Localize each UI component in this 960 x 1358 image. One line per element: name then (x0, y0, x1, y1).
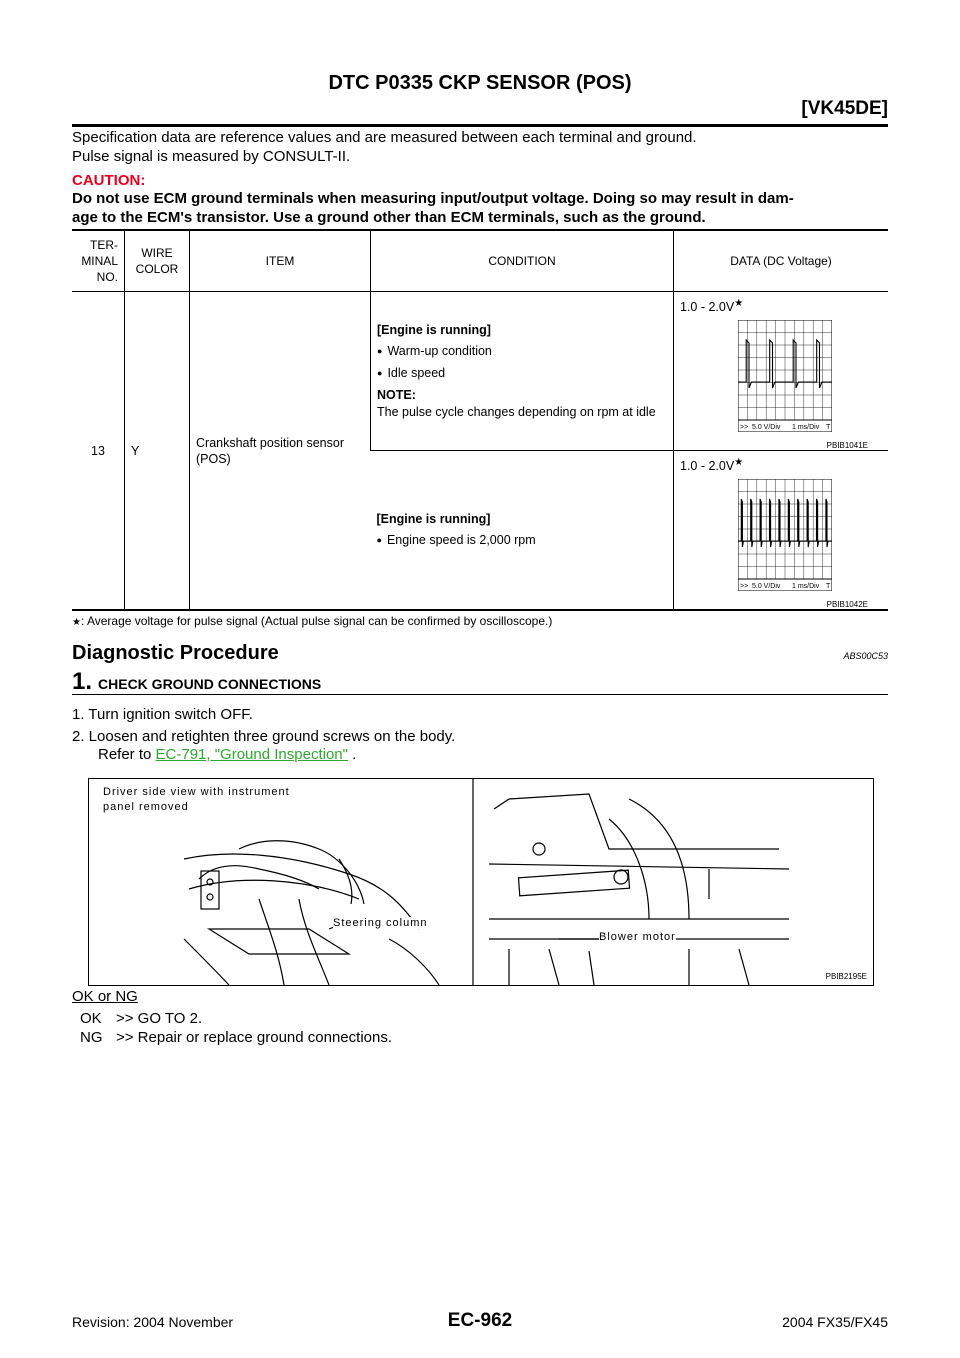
svg-text:>>: >> (740, 583, 749, 591)
item-line-2: (POS) (196, 451, 231, 466)
ok-ng-label: OK or NG (72, 988, 138, 1005)
figure-label-steering: Steering column (333, 917, 428, 929)
list-item: ● Idle speed (377, 365, 667, 383)
procedure-list (72, 706, 455, 764)
header-condition: CONDITION (371, 230, 674, 292)
caution-label: CAUTION: (72, 172, 146, 189)
list-item: 1. Turn ignition switch OFF. (72, 706, 253, 723)
step-number: 1. (72, 668, 93, 695)
svg-text:T: T (826, 424, 831, 432)
header-rule (72, 124, 888, 127)
step-heading (72, 668, 321, 696)
list-item: ● Warm-up condition (377, 343, 667, 361)
condition-title: [Engine is running] (376, 511, 491, 526)
table-footnote: ★: Average voltage for pulse signal (Actual pulse signal can be confirmed by oscilloscope.) (72, 614, 553, 628)
note-label: NOTE: (377, 387, 416, 402)
svg-text:>>: >> (740, 424, 749, 432)
revision-label: Revision: 2004 November (72, 1314, 234, 1330)
caution-line-2: age to the ECM's transistor. Use a ground other than ECM terminals, such as the ground. (72, 209, 706, 226)
data-cell-1 (674, 292, 889, 451)
voltage-value: 1.0 - 2.0V (680, 300, 735, 315)
figure-id: PBIB1042E (826, 600, 868, 610)
header-wire-color: WIRE COLOR (125, 230, 190, 292)
item-line-1: Crankshaft position sensor (196, 435, 344, 450)
star-icon: ★ (72, 617, 81, 628)
terminal-spec-table (72, 229, 888, 611)
result-ok: OK >> GO TO 2. (80, 1010, 203, 1027)
intro-line-2: Pulse signal is measured by CONSULT-II. (72, 148, 351, 165)
table-row (72, 292, 888, 451)
figure-id: PBIB1041E (826, 441, 868, 451)
svg-text:5.0 V/Div: 5.0 V/Div (752, 583, 781, 591)
section-code: ABS00C53 (843, 651, 888, 661)
figure-label-blower: Blower motor (599, 931, 676, 943)
engine-label: [VK45DE] (801, 98, 888, 119)
condition-title: [Engine is running] (377, 322, 491, 337)
oscilloscope-waveform-icon (738, 320, 832, 432)
ground-inspection-link[interactable]: EC-791, "Ground Inspection" (155, 746, 348, 763)
star-icon: ★ (734, 457, 744, 469)
star-icon: ★ (734, 298, 744, 309)
svg-text:5.0 V/Div: 5.0 V/Div (752, 424, 781, 432)
header-data: DATA (DC Voltage) (674, 230, 889, 292)
svg-text:T: T (826, 583, 831, 591)
terminal-number: 13 (72, 292, 125, 611)
page-number: EC-962 (447, 1310, 513, 1331)
ground-screws-figure (88, 778, 874, 986)
svg-text:1 ms/Div: 1 ms/Div (792, 583, 820, 591)
section-title: Diagnostic Procedure (72, 642, 279, 664)
page-title: DTC P0335 CKP SENSOR (POS) (328, 72, 632, 94)
item-cell (190, 292, 371, 611)
header-terminal: TER- MINAL NO. (72, 230, 125, 292)
step-rule (72, 694, 888, 695)
header-item: ITEM (190, 230, 371, 292)
list-item: 2. Loosen and retighten three ground screws on the body. (72, 728, 456, 745)
intro-line-1: Specification data are reference values and are measured between each terminal and ground. (72, 129, 697, 146)
caution-line-1: Do not use ECM ground terminals when measuring input/output voltage. Doing so may result in dam- (72, 190, 794, 207)
result-ng: NG >> Repair or replace ground connections. (80, 1029, 393, 1046)
note-text: The pulse cycle changes depending on rpm at idle (377, 404, 656, 419)
svg-text:1 ms/Div: 1 ms/Div (792, 424, 820, 432)
condition-cell-1 (371, 292, 674, 451)
oscilloscope-waveform-icon (738, 479, 832, 591)
list-item: ● Engine speed is 2,000 rpm (377, 532, 668, 550)
step-title: CHECK GROUND CONNECTIONS (98, 676, 322, 692)
figure-id: PBIB2195E (825, 972, 867, 981)
voltage-value: 1.0 - 2.0V (680, 459, 735, 474)
data-cell-2 (674, 451, 889, 611)
condition-cell-2 (371, 451, 674, 611)
model-label: 2004 FX35/FX45 (782, 1314, 888, 1330)
wire-color: Y (125, 292, 190, 611)
figure-label-view: Driver side view with instrument panel removed (103, 786, 290, 813)
refer-line: Refer to EC-791, "Ground Inspection" . (98, 746, 357, 763)
